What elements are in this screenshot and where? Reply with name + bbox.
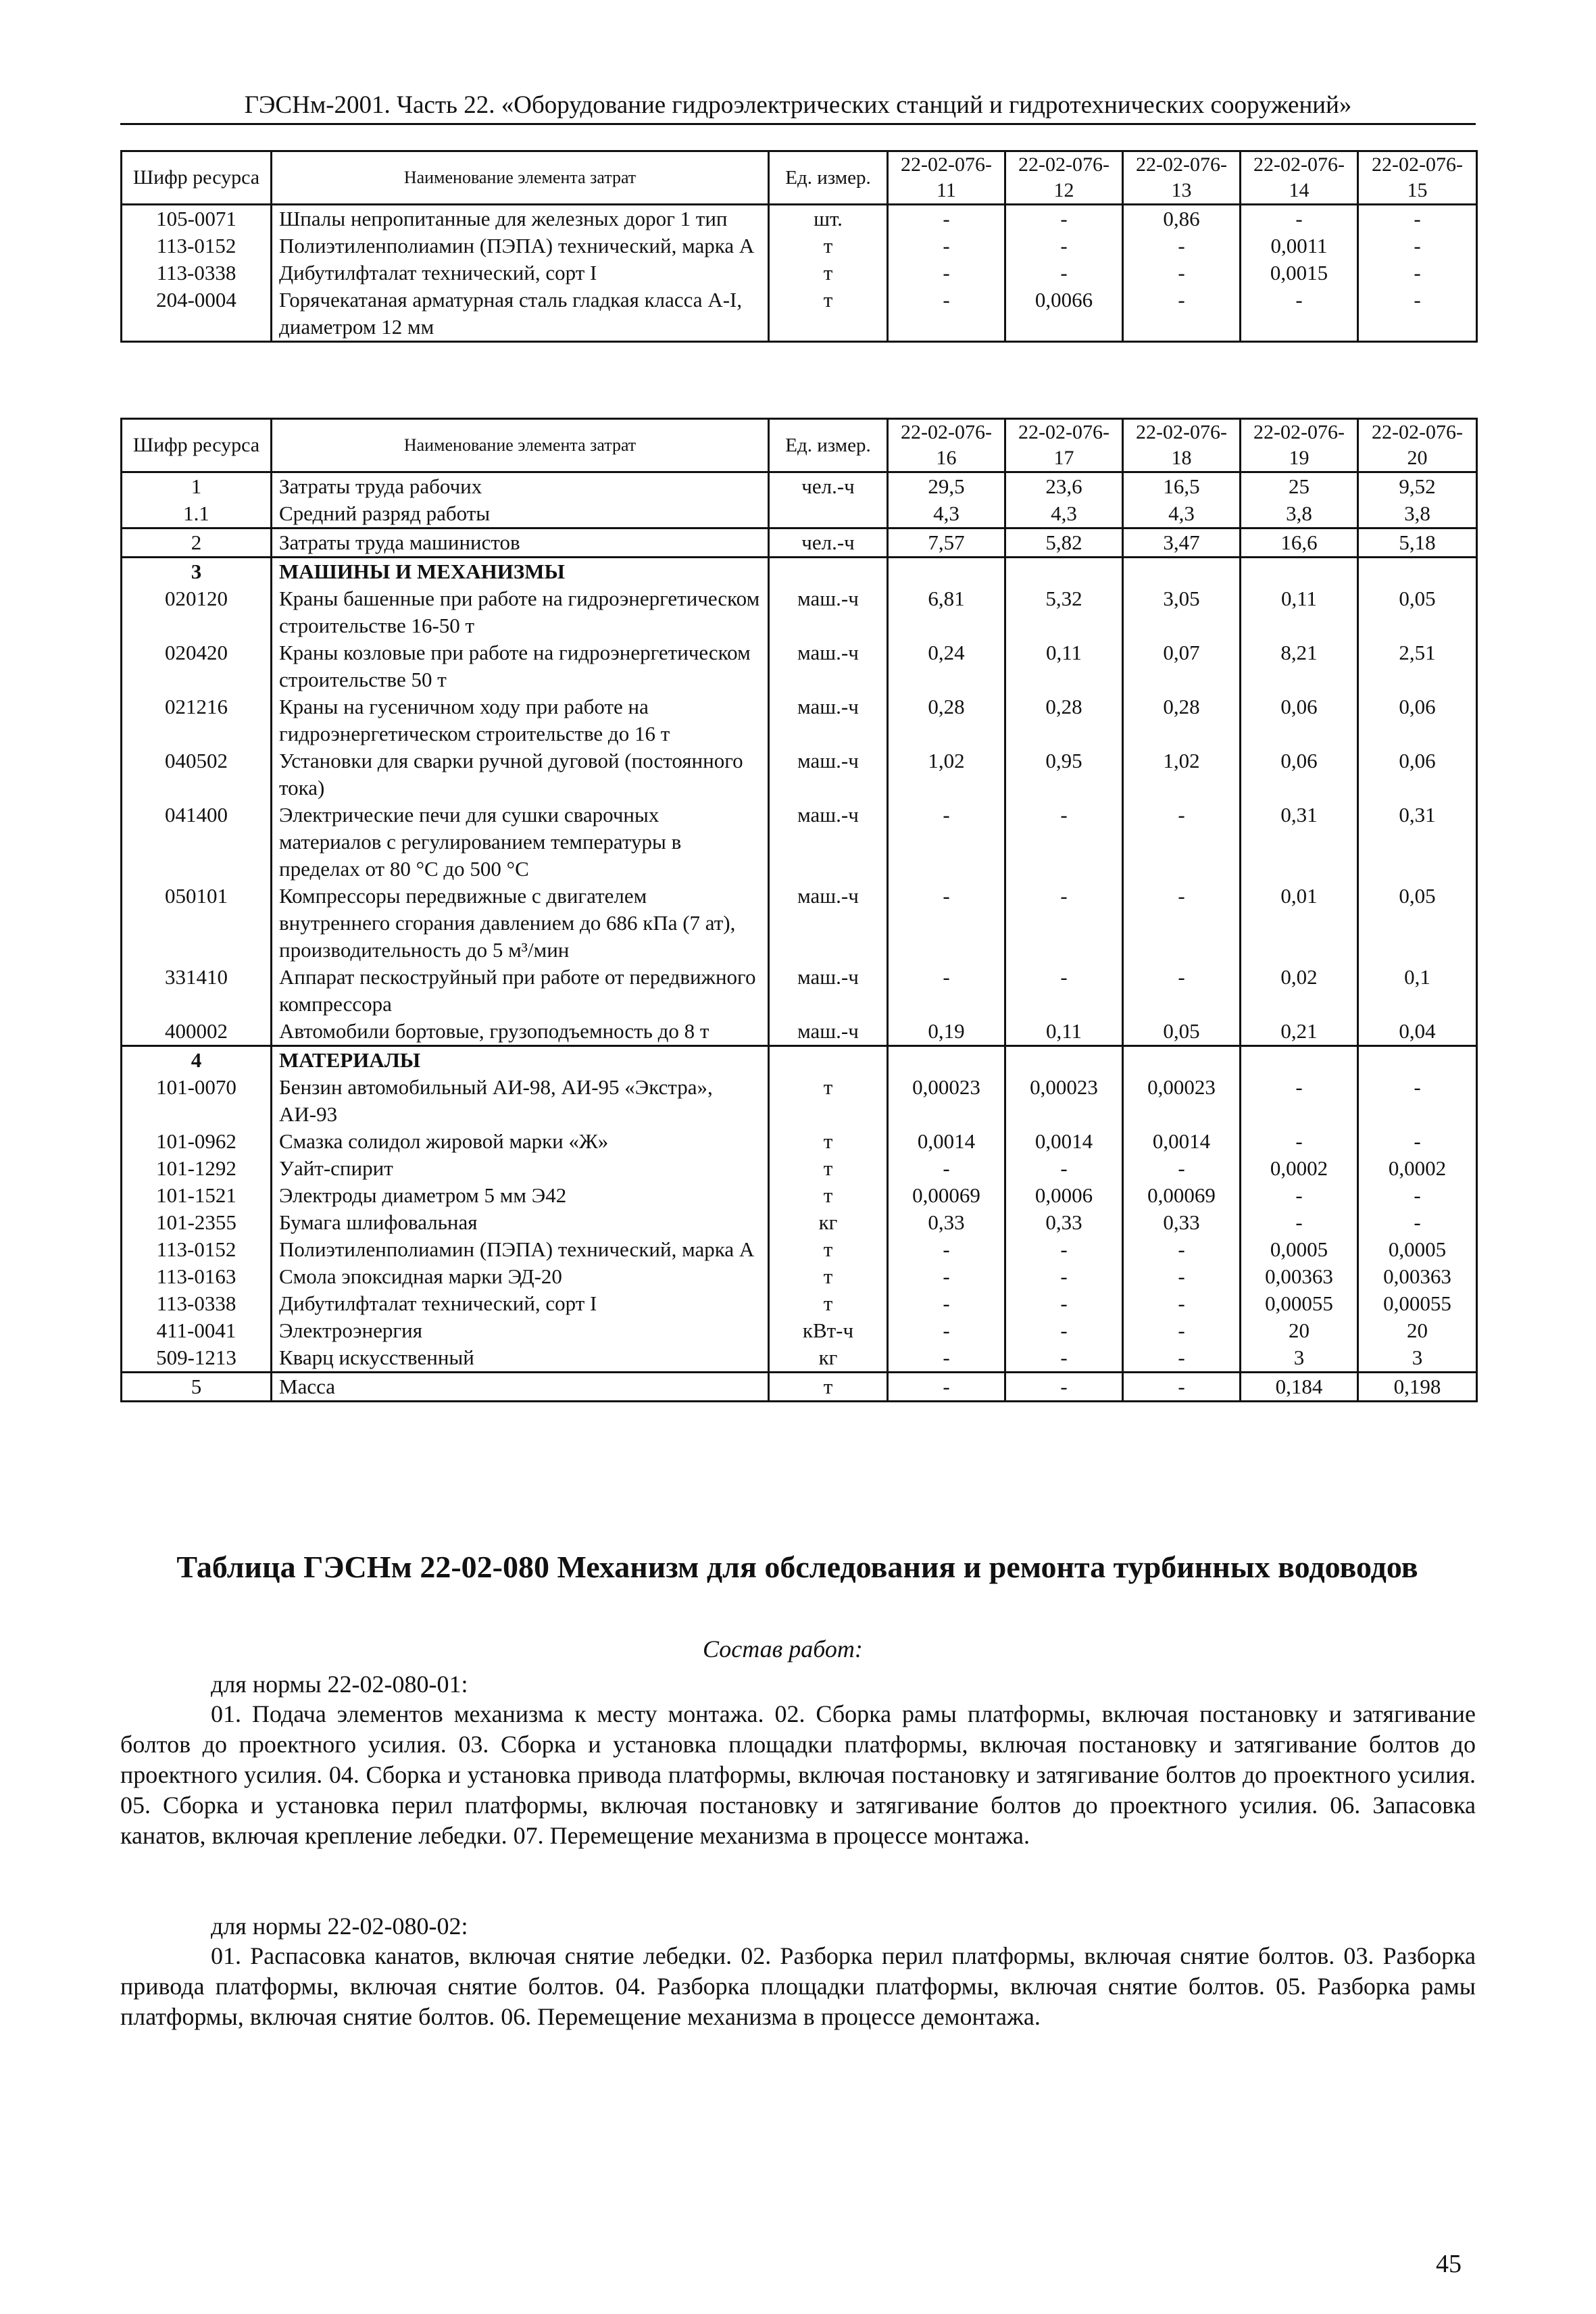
header-norm-code: 22-02-076-20 bbox=[1358, 419, 1477, 472]
value-cell: 0,0014 bbox=[1005, 1128, 1123, 1155]
value-cell: - bbox=[1123, 1290, 1241, 1317]
value-cell: - bbox=[1358, 1209, 1477, 1236]
page-header: ГЭСНм-2001. Часть 22. «Оборудование гидроэлектрических станций и гидротехнических сооружений» bbox=[120, 88, 1476, 125]
value-cell: 0,11 bbox=[1005, 1018, 1123, 1046]
unit: т bbox=[769, 260, 888, 287]
resource-code: 1.1 bbox=[122, 500, 272, 528]
unit: маш.-ч bbox=[769, 883, 888, 964]
unit: маш.-ч bbox=[769, 1018, 888, 1046]
value-cell: 3 bbox=[1358, 1344, 1477, 1373]
value-cell: 0,19 bbox=[888, 1018, 1005, 1046]
value-cell: 0,06 bbox=[1241, 747, 1358, 802]
value-cell: - bbox=[1123, 232, 1241, 260]
value-cell: - bbox=[1005, 883, 1123, 964]
value-cell: - bbox=[1358, 205, 1477, 233]
value-cell: - bbox=[888, 1155, 1005, 1182]
header-unit: Ед. измер. bbox=[769, 151, 888, 205]
value-cell: 0,05 bbox=[1358, 585, 1477, 639]
value-cell: 0,02 bbox=[1241, 964, 1358, 1018]
empty-cell bbox=[888, 1046, 1005, 1075]
resource-name: Шпалы непропитанные для железных дорог 1 тип bbox=[272, 205, 769, 233]
value-cell: 3 bbox=[1241, 1344, 1358, 1373]
section-name: МАШИНЫ И МЕХАНИЗМЫ bbox=[272, 558, 769, 586]
value-cell: 23,6 bbox=[1005, 472, 1123, 501]
value-cell: - bbox=[1358, 1182, 1477, 1209]
table-row bbox=[122, 964, 1477, 1018]
value-cell: 0,86 bbox=[1123, 205, 1241, 233]
resource-code: 400002 bbox=[122, 1018, 272, 1046]
value-cell: 0,06 bbox=[1241, 693, 1358, 747]
value-cell: - bbox=[888, 287, 1005, 342]
unit: маш.-ч bbox=[769, 585, 888, 639]
unit: маш.-ч bbox=[769, 964, 888, 1018]
unit: маш.-ч bbox=[769, 747, 888, 802]
composition-label: Состав работ: bbox=[703, 1635, 863, 1663]
norm2-label: для нормы 22-02-080-02: bbox=[211, 1913, 468, 1940]
header-norm-code: 22-02-076-11 bbox=[888, 151, 1005, 205]
resource-name: Средний разряд работы bbox=[272, 500, 769, 528]
empty-cell bbox=[769, 1046, 888, 1075]
page-number: 45 bbox=[1436, 2250, 1462, 2278]
value-cell: 3,47 bbox=[1123, 528, 1241, 558]
empty-cell bbox=[1005, 558, 1123, 586]
value-cell: - bbox=[1123, 1344, 1241, 1373]
header-norm-code: 22-02-076-14 bbox=[1241, 151, 1358, 205]
value-cell: 0,0005 bbox=[1358, 1236, 1477, 1263]
table-row bbox=[122, 205, 1477, 233]
resource-code: 113-0338 bbox=[122, 260, 272, 287]
table-header-row bbox=[122, 419, 1477, 472]
unit: маш.-ч bbox=[769, 802, 888, 883]
value-cell: - bbox=[888, 1236, 1005, 1263]
unit: т bbox=[769, 1263, 888, 1290]
value-cell: 0,184 bbox=[1241, 1373, 1358, 1402]
section-code: 4 bbox=[122, 1046, 272, 1075]
value-cell: 6,81 bbox=[888, 585, 1005, 639]
header-code: Шифр ресурса bbox=[122, 151, 272, 205]
unit: маш.-ч bbox=[769, 693, 888, 747]
value-cell: 9,52 bbox=[1358, 472, 1477, 501]
value-cell: - bbox=[1123, 287, 1241, 342]
value-cell: 0,00363 bbox=[1358, 1263, 1477, 1290]
value-cell: - bbox=[888, 1317, 1005, 1344]
value-cell: - bbox=[1358, 232, 1477, 260]
value-cell: 0,11 bbox=[1241, 585, 1358, 639]
empty-cell bbox=[1241, 558, 1358, 586]
value-cell: 20 bbox=[1358, 1317, 1477, 1344]
value-cell: 0,05 bbox=[1358, 883, 1477, 964]
value-cell: 0,05 bbox=[1123, 1018, 1241, 1046]
value-cell: 0,0014 bbox=[1123, 1128, 1241, 1155]
value-cell: 0,00023 bbox=[888, 1074, 1005, 1128]
resource-name: Бумага шлифовальная bbox=[272, 1209, 769, 1236]
table-row bbox=[122, 1263, 1477, 1290]
value-cell: 0,31 bbox=[1241, 802, 1358, 883]
value-cell: 16,6 bbox=[1241, 528, 1358, 558]
value-cell: 0,0014 bbox=[888, 1128, 1005, 1155]
resource-name: Бензин автомобильный АИ-98, АИ-95 «Экстра», АИ-93 bbox=[272, 1074, 769, 1128]
resource-code: 020120 bbox=[122, 585, 272, 639]
empty-cell bbox=[1358, 1046, 1477, 1075]
resource-name: Краны башенные при работе на гидроэнергетическом строительстве 16-50 т bbox=[272, 585, 769, 639]
value-cell: 7,57 bbox=[888, 528, 1005, 558]
value-cell: - bbox=[888, 1344, 1005, 1373]
norm1-label: для нормы 22-02-080-01: bbox=[211, 1671, 468, 1698]
value-cell: - bbox=[1005, 1373, 1123, 1402]
table-row bbox=[122, 1236, 1477, 1263]
value-cell: - bbox=[1123, 1236, 1241, 1263]
value-cell: - bbox=[888, 1263, 1005, 1290]
unit: т bbox=[769, 1236, 888, 1263]
table-row bbox=[122, 883, 1477, 964]
value-cell: 29,5 bbox=[888, 472, 1005, 501]
value-cell: 16,5 bbox=[1123, 472, 1241, 501]
norm1-text: 01. Подача элементов механизма к месту монтажа. 02. Сборка рамы платформы, включая постановку и затягивание болтов до проектного усилия. 03. Сборка и установка площадки платформы, включая постановку и затягивание болтов до проектного усилия. 04. Сборка и установка привода платформы, включая постановку и затягивание болтов до проектного усилия. 05. Сборка и установка перил платформы, включая постановку и затягивание болтов до проектного усилия. 06. Запасовка канатов, включая крепление лебедки. 07. Перемещение механизма в процессе монтажа. bbox=[120, 1700, 1476, 1849]
resource-code: 041400 bbox=[122, 802, 272, 883]
value-cell: - bbox=[1358, 260, 1477, 287]
value-cell: - bbox=[888, 802, 1005, 883]
table-row bbox=[122, 747, 1477, 802]
resource-code: 020420 bbox=[122, 639, 272, 693]
table-row bbox=[122, 802, 1477, 883]
empty-cell bbox=[888, 558, 1005, 586]
resource-code: 411-0041 bbox=[122, 1317, 272, 1344]
resource-code: 101-1292 bbox=[122, 1155, 272, 1182]
empty-cell bbox=[1005, 1046, 1123, 1075]
table-row bbox=[122, 1128, 1477, 1155]
table-row bbox=[122, 639, 1477, 693]
value-cell: - bbox=[1123, 1155, 1241, 1182]
value-cell: 1,02 bbox=[1123, 747, 1241, 802]
value-cell: - bbox=[1123, 260, 1241, 287]
value-cell: - bbox=[888, 205, 1005, 233]
unit: чел.-ч bbox=[769, 472, 888, 501]
table-row bbox=[122, 472, 1477, 501]
header-norm-code: 22-02-076-13 bbox=[1123, 151, 1241, 205]
value-cell: 3,8 bbox=[1358, 500, 1477, 528]
empty-cell bbox=[769, 558, 888, 586]
table-row bbox=[122, 693, 1477, 747]
value-cell: - bbox=[1241, 1209, 1358, 1236]
section-row bbox=[122, 1046, 1477, 1075]
value-cell: - bbox=[1005, 1263, 1123, 1290]
value-cell: - bbox=[1123, 802, 1241, 883]
value-cell: - bbox=[888, 1373, 1005, 1402]
section-row bbox=[122, 558, 1477, 586]
unit: т bbox=[769, 1074, 888, 1128]
value-cell: 0,33 bbox=[888, 1209, 1005, 1236]
value-cell: - bbox=[1123, 1373, 1241, 1402]
value-cell: 0,28 bbox=[888, 693, 1005, 747]
value-cell: - bbox=[1005, 232, 1123, 260]
value-cell: 2,51 bbox=[1358, 639, 1477, 693]
unit: т bbox=[769, 1128, 888, 1155]
resource-name: Затраты труда машинистов bbox=[272, 528, 769, 558]
empty-cell bbox=[1241, 1046, 1358, 1075]
value-cell: 0,33 bbox=[1123, 1209, 1241, 1236]
table-row bbox=[122, 1018, 1477, 1046]
table-row bbox=[122, 1344, 1477, 1373]
unit: т bbox=[769, 232, 888, 260]
resource-name: Затраты труда рабочих bbox=[272, 472, 769, 501]
value-cell: - bbox=[1358, 1074, 1477, 1128]
value-cell: - bbox=[1123, 964, 1241, 1018]
value-cell: 25 bbox=[1241, 472, 1358, 501]
resource-code: 113-0338 bbox=[122, 1290, 272, 1317]
value-cell: 0,28 bbox=[1005, 693, 1123, 747]
resource-code: 113-0152 bbox=[122, 232, 272, 260]
resource-code: 050101 bbox=[122, 883, 272, 964]
value-cell: - bbox=[1123, 1317, 1241, 1344]
value-cell: 0,00023 bbox=[1123, 1074, 1241, 1128]
resource-code: 113-0152 bbox=[122, 1236, 272, 1263]
header-norm-code: 22-02-076-19 bbox=[1241, 419, 1358, 472]
value-cell: - bbox=[1005, 964, 1123, 1018]
resource-code: 040502 bbox=[122, 747, 272, 802]
value-cell: 0,0011 bbox=[1241, 232, 1358, 260]
value-cell: 0,31 bbox=[1358, 802, 1477, 883]
value-cell: - bbox=[888, 1290, 1005, 1317]
value-cell: 5,32 bbox=[1005, 585, 1123, 639]
empty-cell bbox=[1123, 1046, 1241, 1075]
value-cell: 0,00069 bbox=[888, 1182, 1005, 1209]
value-cell: - bbox=[888, 260, 1005, 287]
value-cell: 1,02 bbox=[888, 747, 1005, 802]
resource-table-top bbox=[120, 150, 1478, 343]
header-code: Шифр ресурса bbox=[122, 419, 272, 472]
header-unit: Ед. измер. bbox=[769, 419, 888, 472]
resource-code: 101-2355 bbox=[122, 1209, 272, 1236]
norm2-text: 01. Распасовка канатов, включая снятие лебедки. 02. Разборка перил платформы, включая снятие болтов. 03. Разборка привода платформы, включая снятие болтов. 04. Разборка площадки платформы, включая снятие болтов. 05. Разборка рамы платформы, включая снятие болтов. 06. Перемещение механизма в процессе демонтажа. bbox=[120, 1942, 1476, 2030]
value-cell: 0,01 bbox=[1241, 883, 1358, 964]
unit: кВт-ч bbox=[769, 1317, 888, 1344]
value-cell: - bbox=[1241, 1182, 1358, 1209]
resource-name: Уайт-спирит bbox=[272, 1155, 769, 1182]
value-cell: 0,28 bbox=[1123, 693, 1241, 747]
value-cell: 5,18 bbox=[1358, 528, 1477, 558]
unit: т bbox=[769, 1290, 888, 1317]
resource-code: 509-1213 bbox=[122, 1344, 272, 1373]
resource-code: 101-0962 bbox=[122, 1128, 272, 1155]
table-row bbox=[122, 1182, 1477, 1209]
unit: т bbox=[769, 1373, 888, 1402]
table-row bbox=[122, 260, 1477, 287]
unit: чел.-ч bbox=[769, 528, 888, 558]
value-cell: 0,1 bbox=[1358, 964, 1477, 1018]
value-cell: - bbox=[1005, 1236, 1123, 1263]
resource-name: Дибутилфталат технический, сорт I bbox=[272, 260, 769, 287]
value-cell: - bbox=[1123, 883, 1241, 964]
resource-code: 2 bbox=[122, 528, 272, 558]
value-cell: 0,00055 bbox=[1358, 1290, 1477, 1317]
resource-name: Краны козловые при работе на гидроэнергетическом строительстве 50 т bbox=[272, 639, 769, 693]
resource-code: 113-0163 bbox=[122, 1263, 272, 1290]
resource-name: Дибутилфталат технический, сорт I bbox=[272, 1290, 769, 1317]
unit bbox=[769, 500, 888, 528]
value-cell: 0,198 bbox=[1358, 1373, 1477, 1402]
unit: т bbox=[769, 1155, 888, 1182]
unit: т bbox=[769, 287, 888, 342]
header-norm-code: 22-02-076-16 bbox=[888, 419, 1005, 472]
header-norm-code: 22-02-076-12 bbox=[1005, 151, 1123, 205]
table-row bbox=[122, 528, 1477, 558]
table-row bbox=[122, 1373, 1477, 1402]
table-header-row bbox=[122, 151, 1477, 205]
value-cell: 8,21 bbox=[1241, 639, 1358, 693]
resource-name: Кварц искусственный bbox=[272, 1344, 769, 1373]
resource-name: Электроэнергия bbox=[272, 1317, 769, 1344]
value-cell: 0,00023 bbox=[1005, 1074, 1123, 1128]
value-cell: 0,0005 bbox=[1241, 1236, 1358, 1263]
table-row bbox=[122, 1155, 1477, 1182]
value-cell: 0,0002 bbox=[1358, 1155, 1477, 1182]
value-cell: - bbox=[1005, 1155, 1123, 1182]
resource-name: Электрические печи для сушки сварочных материалов с регулированием температуры в пределах от 80 °С до 500 °С bbox=[272, 802, 769, 883]
resource-name: Горячекатаная арматурная сталь гладкая класса А-I, диаметром 12 мм bbox=[272, 287, 769, 342]
header-name: Наименование элемента затрат bbox=[272, 419, 769, 472]
resource-name: Автомобили бортовые, грузоподъемность до 8 т bbox=[272, 1018, 769, 1046]
resource-code: 5 bbox=[122, 1373, 272, 1402]
value-cell: 0,06 bbox=[1358, 693, 1477, 747]
resource-name: Полиэтиленполиамин (ПЭПА) технический, марка А bbox=[272, 232, 769, 260]
header-norm-code: 22-02-076-15 bbox=[1358, 151, 1477, 205]
value-cell: 20 bbox=[1241, 1317, 1358, 1344]
resource-name: Краны на гусеничном ходу при работе на гидроэнергетическом строительстве до 16 т bbox=[272, 693, 769, 747]
table-row bbox=[122, 1074, 1477, 1128]
section-name: МАТЕРИАЛЫ bbox=[272, 1046, 769, 1075]
table-row bbox=[122, 1209, 1477, 1236]
unit: кг bbox=[769, 1209, 888, 1236]
value-cell: 4,3 bbox=[1005, 500, 1123, 528]
section-title: Таблица ГЭСНм 22-02-080 Механизм для обследования и ремонта турбинных водоводов bbox=[176, 1550, 1418, 1584]
value-cell: 4,3 bbox=[888, 500, 1005, 528]
header-name: Наименование элемента затрат bbox=[272, 151, 769, 205]
value-cell: - bbox=[1005, 1344, 1123, 1373]
value-cell: - bbox=[1241, 205, 1358, 233]
unit: кг bbox=[769, 1344, 888, 1373]
value-cell: 3,8 bbox=[1241, 500, 1358, 528]
value-cell: 0,06 bbox=[1358, 747, 1477, 802]
resource-table-main bbox=[120, 418, 1478, 1402]
header-norm-code: 22-02-076-17 bbox=[1005, 419, 1123, 472]
value-cell: 0,0006 bbox=[1005, 1182, 1123, 1209]
resource-code: 101-0070 bbox=[122, 1074, 272, 1128]
value-cell: 0,95 bbox=[1005, 747, 1123, 802]
table-row bbox=[122, 287, 1477, 342]
value-cell: - bbox=[1005, 260, 1123, 287]
table-row bbox=[122, 500, 1477, 528]
value-cell: - bbox=[888, 883, 1005, 964]
value-cell: 0,00069 bbox=[1123, 1182, 1241, 1209]
resource-name: Компрессоры передвижные с двигателем внутреннего сгорания давлением до 686 кПа (7 ат), производительность до 5 м³/мин bbox=[272, 883, 769, 964]
value-cell: - bbox=[1005, 802, 1123, 883]
value-cell: 0,33 bbox=[1005, 1209, 1123, 1236]
value-cell: 0,11 bbox=[1005, 639, 1123, 693]
resource-code: 204-0004 bbox=[122, 287, 272, 342]
value-cell: - bbox=[888, 964, 1005, 1018]
resource-name: Полиэтиленполиамин (ПЭПА) технический, марка А bbox=[272, 1236, 769, 1263]
value-cell: 4,3 bbox=[1123, 500, 1241, 528]
resource-code: 1 bbox=[122, 472, 272, 501]
section-code: 3 bbox=[122, 558, 272, 586]
value-cell: 0,04 bbox=[1358, 1018, 1477, 1046]
value-cell: 0,00363 bbox=[1241, 1263, 1358, 1290]
resource-name: Масса bbox=[272, 1373, 769, 1402]
unit: шт. bbox=[769, 205, 888, 233]
value-cell: 0,21 bbox=[1241, 1018, 1358, 1046]
value-cell: - bbox=[1005, 1290, 1123, 1317]
value-cell: 5,82 bbox=[1005, 528, 1123, 558]
empty-cell bbox=[1123, 558, 1241, 586]
table-row bbox=[122, 1290, 1477, 1317]
resource-name: Смола эпоксидная марки ЭД-20 bbox=[272, 1263, 769, 1290]
table-row bbox=[122, 585, 1477, 639]
empty-cell bbox=[1358, 558, 1477, 586]
value-cell: - bbox=[1241, 287, 1358, 342]
resource-code: 331410 bbox=[122, 964, 272, 1018]
value-cell: 0,0002 bbox=[1241, 1155, 1358, 1182]
resource-name: Смазка солидол жировой марки «Ж» bbox=[272, 1128, 769, 1155]
value-cell: - bbox=[1005, 205, 1123, 233]
value-cell: - bbox=[1123, 1263, 1241, 1290]
value-cell: - bbox=[888, 232, 1005, 260]
value-cell: 0,0015 bbox=[1241, 260, 1358, 287]
value-cell: 3,05 bbox=[1123, 585, 1241, 639]
value-cell: - bbox=[1241, 1128, 1358, 1155]
table-row bbox=[122, 1317, 1477, 1344]
resource-code: 101-1521 bbox=[122, 1182, 272, 1209]
resource-name: Электроды диаметром 5 мм Э42 bbox=[272, 1182, 769, 1209]
value-cell: - bbox=[1005, 1317, 1123, 1344]
resource-code: 105-0071 bbox=[122, 205, 272, 233]
value-cell: - bbox=[1358, 1128, 1477, 1155]
unit: маш.-ч bbox=[769, 639, 888, 693]
resource-code: 021216 bbox=[122, 693, 272, 747]
value-cell: 0,00055 bbox=[1241, 1290, 1358, 1317]
unit: т bbox=[769, 1182, 888, 1209]
value-cell: 0,07 bbox=[1123, 639, 1241, 693]
resource-name: Установки для сварки ручной дуговой (постоянного тока) bbox=[272, 747, 769, 802]
value-cell: - bbox=[1358, 287, 1477, 342]
value-cell: - bbox=[1241, 1074, 1358, 1128]
resource-name: Аппарат пескоструйный при работе от передвижного компрессора bbox=[272, 964, 769, 1018]
table-row bbox=[122, 232, 1477, 260]
value-cell: 0,0066 bbox=[1005, 287, 1123, 342]
value-cell: 0,24 bbox=[888, 639, 1005, 693]
header-norm-code: 22-02-076-18 bbox=[1123, 419, 1241, 472]
